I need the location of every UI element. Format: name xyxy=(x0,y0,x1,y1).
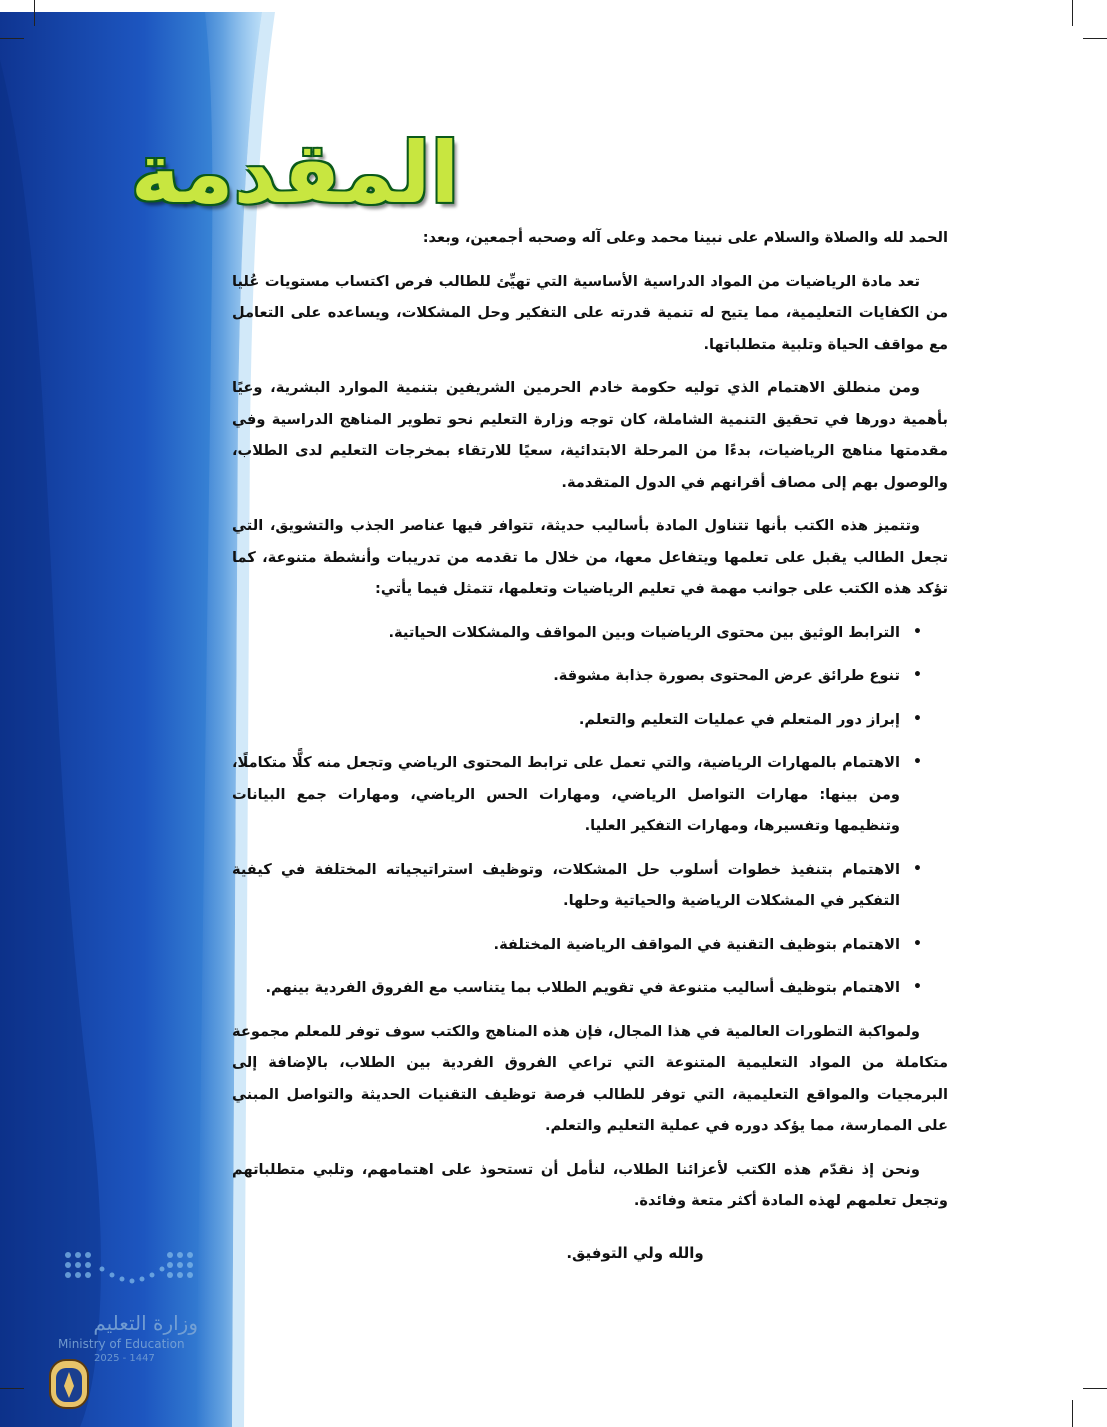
crop-mark xyxy=(0,1388,24,1389)
crop-mark xyxy=(1083,38,1107,39)
crop-mark xyxy=(1072,1400,1073,1427)
logo-year-text: 2025 - 1447 xyxy=(94,1353,155,1364)
features-list xyxy=(232,617,948,1004)
list-item xyxy=(232,929,922,961)
opening-paragraph: الحمد لله والصلاة والسلام على نبينا محمد وعلى آله وصحبه أجمعين، وبعد: xyxy=(422,229,948,246)
crop-mark xyxy=(34,0,35,26)
bullet-icon: • xyxy=(913,935,922,952)
crop-mark xyxy=(1072,0,1073,26)
ministry-logo xyxy=(58,1245,208,1364)
logo-arabic-text: وزارة التعليم xyxy=(93,1311,198,1335)
paragraph: تعد مادة الرياضيات من المواد الدراسية الأساسية التي تهيِّئ للطالب فرص اكتساب مستويات عُليا من الكفايات التعليمية، مما يتيح له تنمية قدرته على التفكير وحل المشكلات، ويساعده على التعامل مع مواقف الحياة وتلبية متطلباتها. xyxy=(232,272,948,353)
closing-line: والله ولي التوفيق. xyxy=(566,1244,704,1262)
paragraph: وتتميز هذه الكتب بأنها تتناول المادة بأساليب حديثة، تتوافر فيها عناصر الجذب والتشويق، التي تجعل الطالب يقبل على تعلمها ويتفاعل معها، من خلال ما تقدمه من تدريبات وأنشطة متنوعة، كما تؤكد هذه الكتب على جوانب مهمة في تعليم الرياضيات وتعلمها، تتمثل فيما يأتي: xyxy=(232,517,948,597)
bullet-icon: • xyxy=(913,979,922,995)
bullet-icon: • xyxy=(913,754,922,770)
paragraph: ونحن إذ نقدّم هذه الكتب لأعزائنا الطلاب، لنأمل أن تستحوذ على اهتمامهم، وتلبي متطلباتهم وتجعل تعلمهم لهذه المادة أكثر متعة وفائدة. xyxy=(232,1160,948,1209)
list-item xyxy=(232,617,922,649)
list-item-text: الاهتمام بتنفيذ خطوات أسلوب حل المشكلات، وتوظيف استراتيجياته المختلفة في كيفية التفكير في المشكلات الرياضية والحياتية وحلها. xyxy=(232,860,900,909)
introduction-body xyxy=(232,222,948,1229)
logo-dots-icon xyxy=(58,1245,198,1295)
logo-english-text: Ministry of Education xyxy=(58,1337,185,1351)
list-item-text: إبراز دور المتعلم في عمليات التعليم والتعلم. xyxy=(578,710,900,728)
list-item-text: الترابط الوثيق بين محتوى الرياضيات وبين المواقف والمشكلات الحياتية. xyxy=(388,623,900,641)
paragraph: ولمواكبة التطورات العالمية في هذا المجال، فإن هذه المناهج والكتب سوف توفر للمعلم مجموعة متكاملة من المواد التعليمية المتنوعة التي تراعي الفروق الفردية بين الطلاب، بالإضافة إلى البرمجيات والمواقع التعليمية، التي توفر للطالب فرصة توظيف التقنيات الحديثة والتواصل المبني على الممارسة، مما يؤكد دوره في عملية التعليم والتعلم. xyxy=(232,1022,948,1134)
list-item xyxy=(232,854,922,917)
page-title: المقدمة xyxy=(130,124,460,222)
list-item-text: تنوع طرائق عرض المحتوى بصورة جذابة مشوقة. xyxy=(553,667,900,684)
list-item xyxy=(232,704,922,736)
list-item xyxy=(232,660,922,692)
paragraph: ومن منطلق الاهتمام الذي توليه حكومة خادم الحرمين الشريفين بتنمية الموارد البشرية، وعيًا بأهمية دورها في تحقيق التنمية الشاملة، كان توجه وزارة التعليم نحو تطوير المناهج الدراسية وفي مقدمتها مناهج الرياضيات، بدءًا من المرحلة الابتدائية، سعيًا للارتقاء بمخرجات التعليم لدى الطلاب، والوصول بهم إلى مصاف أقرانهم في الدول المتقدمة. xyxy=(232,379,948,491)
crop-mark xyxy=(1083,1388,1107,1389)
list-item xyxy=(232,972,922,1004)
emblem-icon xyxy=(44,1352,94,1412)
list-item-text: الاهتمام بتوظيف التقنية في المواقف الرياضية المختلفة. xyxy=(493,935,900,953)
bullet-icon: • xyxy=(913,623,922,640)
list-item-text: الاهتمام بالمهارات الرياضية، والتي تعمل على ترابط المحتوى الرياضي وتجعل منه كلًّا متكاملًا، ومن بينها: مهارات التواصل الرياضي، ومهارات الحس الرياضي، ومهارات جمع البيانات وتنظيمها وتفسيرها، ومهارات التفكير العليا. xyxy=(232,754,900,834)
list-item-text: الاهتمام بتوظيف أساليب متنوعة في تقويم الطلاب بما يتناسب مع الفروق الفردية بينهم. xyxy=(265,979,900,996)
bullet-icon: • xyxy=(913,667,922,683)
bullet-icon: • xyxy=(913,710,922,727)
crop-mark xyxy=(0,38,24,39)
bullet-icon: • xyxy=(913,860,922,877)
list-item xyxy=(232,747,922,842)
